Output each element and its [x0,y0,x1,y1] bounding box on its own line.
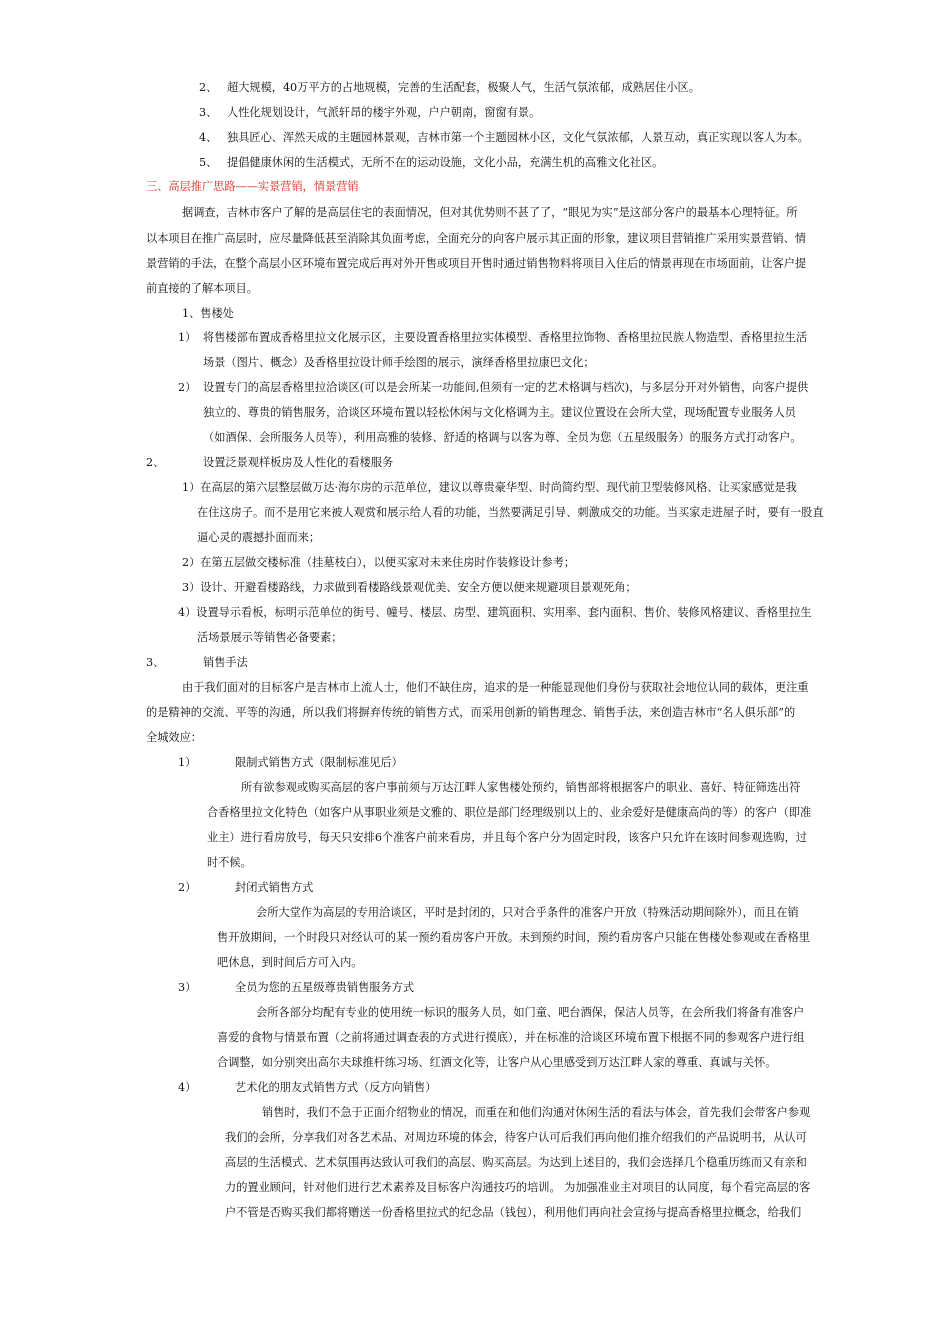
method-line: 力的置业顾问，针对他们进行艺术素养及目标客户沟通技巧的培训。 为加强准业主对项目的认同度，每个看完高层的客 [225,1181,811,1194]
method-line: 喜爱的食物与情景布置（之前将通过调查表的方式进行摸底），并在标准的洽谈区环境布置下根据不同的参观客户进行组 [217,1031,805,1044]
feature-text: 提倡健康休闲的生活模式，无所不在的运动设施，文化小品，充满生机的高雅文化社区。 [227,156,664,169]
method-line: 合香格里拉文化特色（如客户从事职业须是文雅的、职位是部门经理级别以上的、业余爱好是健康高尚的等）的客户（即准 [207,806,812,819]
method-line: 会所各部分均配有专业的使用统一标识的服务人员，如门童、吧台酒保，保洁人员等，在会所我们将备有准客户 [256,1006,805,1019]
feature-number: 3、 [199,106,218,119]
method-line: 合调整，如分别突出高尔夫球推杆练习场、红酒文化等，让客户从心里感受到万达江畔人家的尊重、真诚与关怀。 [217,1056,777,1069]
list-item-line: 将售楼部布置成香格里拉文化展示区，主要设置香格里拉实体模型、香格里拉饰物、香格里拉民族人物造型、香格里拉生活 [203,331,808,344]
feature-text: 独具匠心、浑然天成的主题园林景观，吉林市第一个主题园林小区，文化气氛浓郁，人景互动，真正实现以客人为本。 [227,131,809,144]
list-item-line: 独立的、尊贵的销售服务，洽谈区环境布置以轻松休闲与文化格调为主。建议位置设在会所大堂，现场配置专业服务人员 [203,406,796,419]
paragraph-line: 由于我们面对的目标客户是吉林市上流人士，他们不缺住房，追求的是一种能显现他们身份与获取社会地位认同的载体，更注重 [182,681,809,694]
method-number: 2） [178,881,197,894]
method-title: 限制式销售方式（限制标准见后） [235,756,403,769]
method-title: 全员为您的五星级尊贵销售服务方式 [235,981,415,994]
method-line: 吧休息，到时间后方可入内。 [217,956,363,969]
method-line: 售开放期间，一个时段只对经认可的某一预约看房客户开放。未到预约时间，预约看房客户只能在售楼处参观或在香格里 [217,931,810,944]
feature-item [199,155,663,171]
paragraph-line: 景营销的手法，在整个高层小区环境布置完成后再对外开售或项目开售时通过销售物料将项目入住后的情景再现在市场面前，让客户提 [146,257,807,270]
list-item-line: 场景（图片、概念）及香格里拉设计师手绘图的展示，演绎香格里拉康巴文化； [203,356,595,369]
method-line: 业主）进行看房放号，每天只安排6个准客户前来看房，并且每个客户分为固定时段，该客户只允许在该时间参观选购，过 [207,831,808,844]
feature-text: 超大规模，40万平方的占地规模，完善的生活配套，极聚人气，生活气氛浓郁，成熟居住小区。 [227,81,700,94]
list-item-line: 4）设置导示看板，标明示范单位的街号、幢号、楼层、房型、建筑面积、实用率、套内面积、售价、装修风格建议、香格里拉生 [178,606,812,619]
method-line: 户不管是否购买我们都将赠送一份香格里拉式的纪念品（钱包），利用他们再向社会宣扬与提高香格里拉概念，给我们 [225,1206,802,1219]
feature-number: 2、 [199,81,218,94]
feature-number: 4、 [199,131,218,144]
list-item-line: 逼心灵的震撼扑面而来； [197,531,321,544]
feature-text: 人性化规划设计，气派轩昂的楼宇外观，户户朝南，窗窗有景。 [227,106,541,119]
method-line: 会所大堂作为高层的专用洽谈区，平时是封闭的，只对合乎条件的准客户开放（特殊活动期间除外），而且在销 [256,906,799,919]
method-number: 1） [178,756,197,769]
method-title: 艺术化的朋友式销售方式（反方向销售） [235,1081,437,1094]
list-item-line: 2）在第五层做交楼标准（挂墓枝白），以便买家对未来住房时作装修设计参考； [182,556,576,569]
method-line: 高层的生活模式、艺术氛围再达致认可我们的高层、购买高层。为达到上述目的，我们会选择几个稳重历练而又有亲和 [225,1156,807,1169]
paragraph-line: 全城效应： [146,731,202,744]
list-item-line: （如酒保、会所服务人员等），利用高雅的装修、舒适的格调与以客为尊、全员为您（五星级服务）的服务方式打动客户。 [203,431,802,444]
feature-number: 5、 [199,156,218,169]
list-item-line: 1）在高层的第六层整层做万达·海尔房的示范单位，建议以尊贵豪华型、时尚简约型、现代前卫型装修风格、让买家感觉是我 [182,481,797,494]
subsection-title: 1、售楼处 [182,307,234,320]
subsection-title: 销售手法 [203,656,248,669]
method-line: 销售时，我们不急于正面介绍物业的情况，而重在和他们沟通对休闲生活的看法与体会，首先我们会带客户参观 [262,1106,811,1119]
list-item-number: 1） [178,331,197,344]
list-item-line: 3）设计、开避看楼路线，力求做到看楼路线景观优美、安全方便以便来规避项目景观死角； [182,581,637,594]
paragraph-line: 据调查，吉林市客户了解的是高层住宅的表面情况，但对其优势则不甚了了，“眼见为实”是这部分客户的最基本心理特征。所 [182,206,798,219]
method-number: 3） [178,981,197,994]
method-title: 封闭式销售方式 [235,881,314,894]
paragraph-line: 前直接的了解本项目。 [146,282,258,295]
paragraph-line: 的是精神的交流、平等的沟通，所以我们将摒弃传统的销售方式，而采用创新的销售理念、销售手法，来创造吉林市“名人俱乐部”的 [146,706,796,719]
method-line: 时不候。 [207,856,252,869]
feature-item [199,130,809,146]
section-heading: 三、高层推广思路——实景营销，情景营销 [146,180,359,193]
subsection-number: 2、 [146,456,165,469]
feature-item [199,105,540,121]
method-line: 我们的会所，分享我们对各艺术品、对周边环境的体会，待客户认可后我们再向他们推介绍我们的产品说明书，从认可 [225,1131,807,1144]
method-line: 所有欲参观或购买高层的客户事前须与万达江畔人家售楼处预约，销售部将根据客户的职业、喜好、特征筛选出符 [241,781,801,794]
list-item-line: 活场景展示等销售必备要素； [197,631,343,644]
method-number: 4） [178,1081,197,1094]
list-item-line: 在住这房子。而不是用它来被人观赏和展示给人看的功能，当然要满足引导、刺激成交的功能。当买家走进屋子时，要有一股直 [197,506,824,519]
subsection-number: 3、 [146,656,165,669]
paragraph-line: 以本项目在推广高层时，应尽量降低甚至消除其负面考虑，全面充分的向客户展示其正面的形象，建议项目营销推广采用实景营销、情 [146,232,807,245]
list-item-number: 2） [178,381,197,394]
list-item-line: 设置专门的高层香格里拉洽谈区(可以是会所某一功能间,但须有一定的艺术格调与档次)，与多层分开对外销售，向客户提供 [203,381,809,394]
subsection-title: 设置泛景观样板房及人性化的看楼服务 [203,456,394,469]
feature-item [199,80,700,96]
